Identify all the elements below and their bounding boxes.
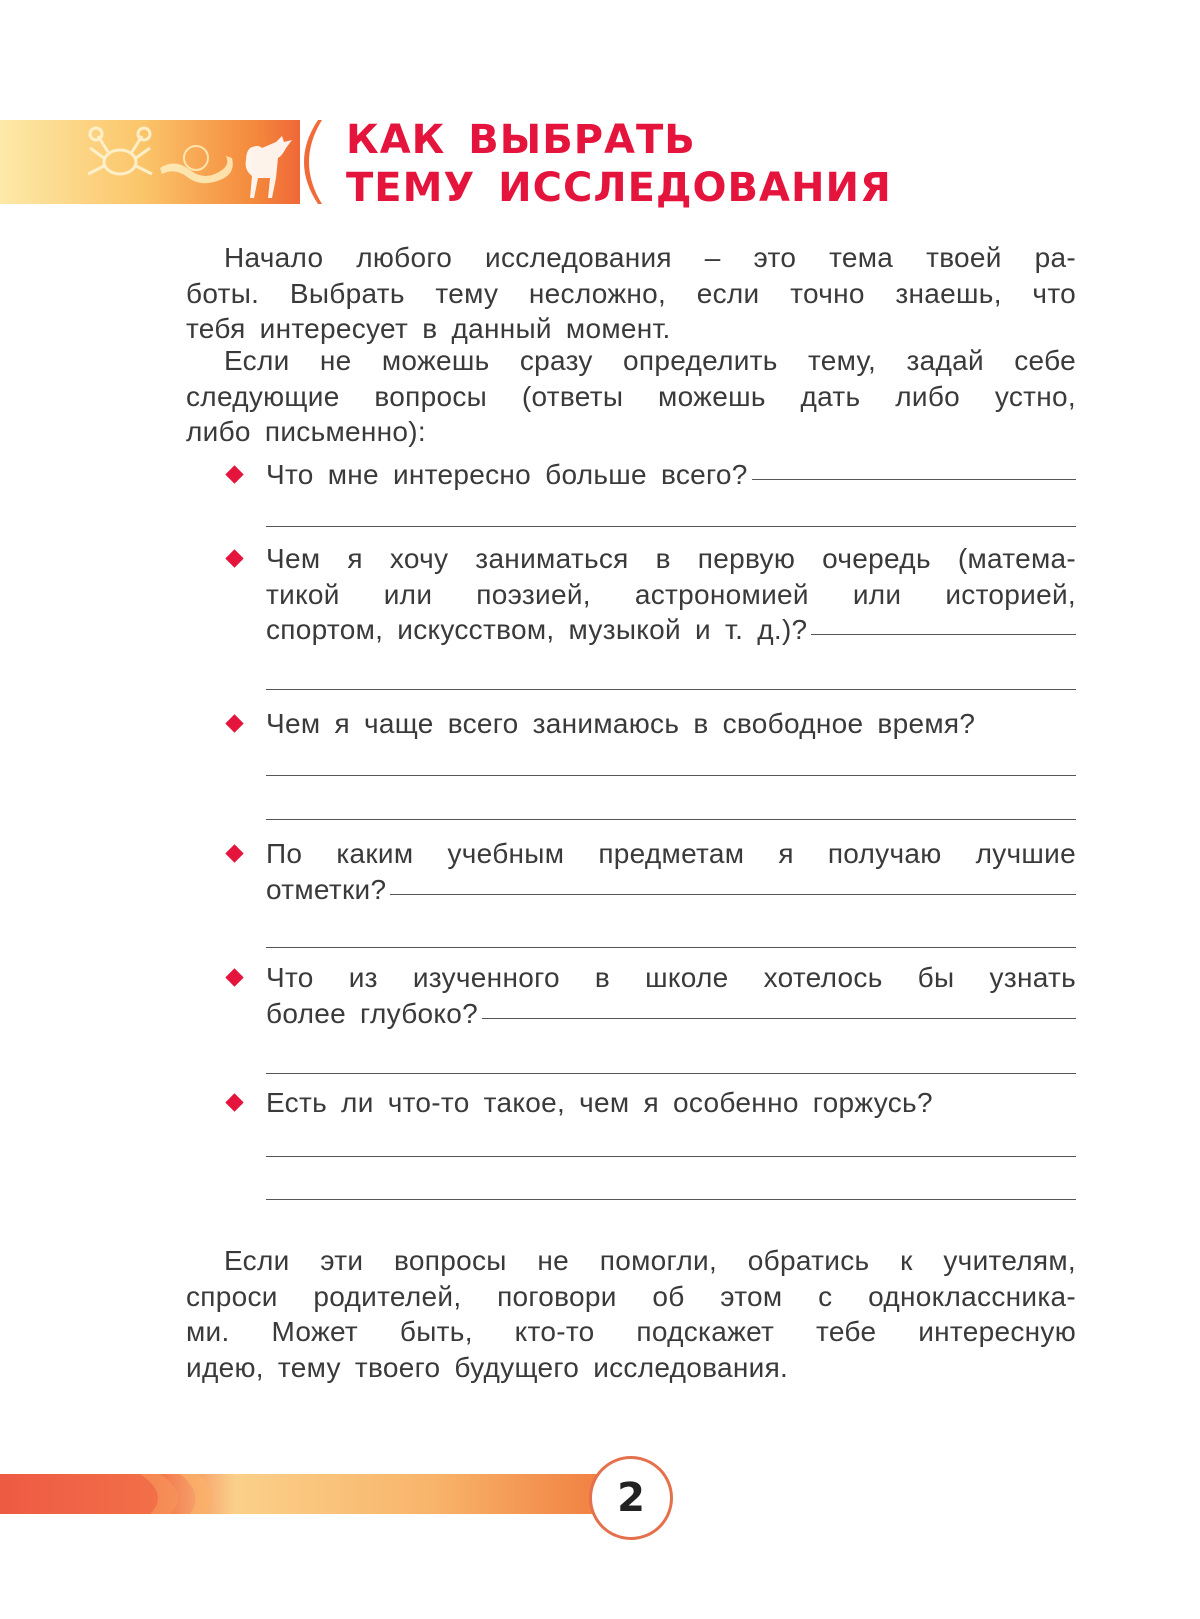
text-line: тебя интересует в данный момент. [186,313,671,344]
diamond-bullet-icon [225,968,243,986]
diamond-bullet-icon [225,714,243,732]
answer-line[interactable] [266,775,1076,776]
text-line: Если не можешь сразу определить тему, задай себе [224,345,1076,376]
text-line: следующие вопросы (ответы можешь дать либо устно, [186,380,1076,412]
answer-line[interactable] [266,526,1076,527]
answer-line[interactable] [752,479,1076,480]
answer-line[interactable] [266,947,1076,948]
diamond-bullet-icon [225,1093,243,1111]
question-line: Чем я хочу заниматься в первую очередь (матема- [266,543,1076,574]
intro-paragraph-1 [186,240,1076,347]
answer-line[interactable] [482,1018,1076,1019]
question-line: Что мне интересно больше всего? [266,457,1076,493]
banner-graphic [0,118,340,206]
question-line: По каким учебным предметам я получаю лучшие [266,838,1076,869]
diamond-bullet-icon [225,844,243,862]
text-line: Если эти вопросы не помогли, обратись к учителям, [224,1245,1076,1276]
title-line-2: ТЕМУ ИССЛЕДОВАНИЯ [346,165,892,211]
page-number-badge [589,1456,673,1540]
answer-line[interactable] [811,634,1076,635]
question-line: более глубоко? [266,996,1076,1032]
diamond-bullet-icon [225,549,243,567]
question-line: Что из изученного в школе хотелось бы узнать [266,962,1076,993]
text-line: ми. Может быть, кто-то подскажет тебе интересную [186,1316,1076,1347]
text-line: боты. Выбрать тему несложно, если точно знаешь, что [186,277,1076,309]
header-banner [0,118,340,206]
answer-line[interactable] [266,1073,1076,1074]
answer-line[interactable] [266,689,1076,690]
text-line: либо письменно): [186,416,426,447]
page-title [346,116,892,212]
question-line: Чем я чаще всего занимаюсь в свободное время? [266,708,976,739]
text-line: Начало любого исследования – это тема твоей ра- [224,242,1076,273]
question-line: тикой или поэзией, астрономией или историей, [266,578,1076,610]
answer-line[interactable] [266,1156,1076,1157]
text-line: идею, тему твоего будущего исследования. [186,1351,789,1383]
outro-paragraph [186,1243,1076,1385]
footer-graphic [0,1474,620,1514]
question-line: отметки? [266,872,1076,908]
diamond-bullet-icon [225,465,243,483]
text-line: спроси родителей, поговори об этом с одноклассника- [186,1280,1076,1312]
answer-line[interactable] [390,894,1076,895]
answer-line[interactable] [266,1199,1076,1200]
answer-line[interactable] [266,819,1076,820]
title-line-1: КАК ВЫБРАТЬ [346,117,696,163]
intro-paragraph-2 [186,343,1076,450]
question-line: спортом, искусством, музыкой и т. д.)? [266,612,1076,648]
question-line: Есть ли что-то такое, чем я особенно горжусь? [266,1087,933,1118]
page-number: 2 [617,1475,645,1521]
footer-bar [0,1474,620,1514]
